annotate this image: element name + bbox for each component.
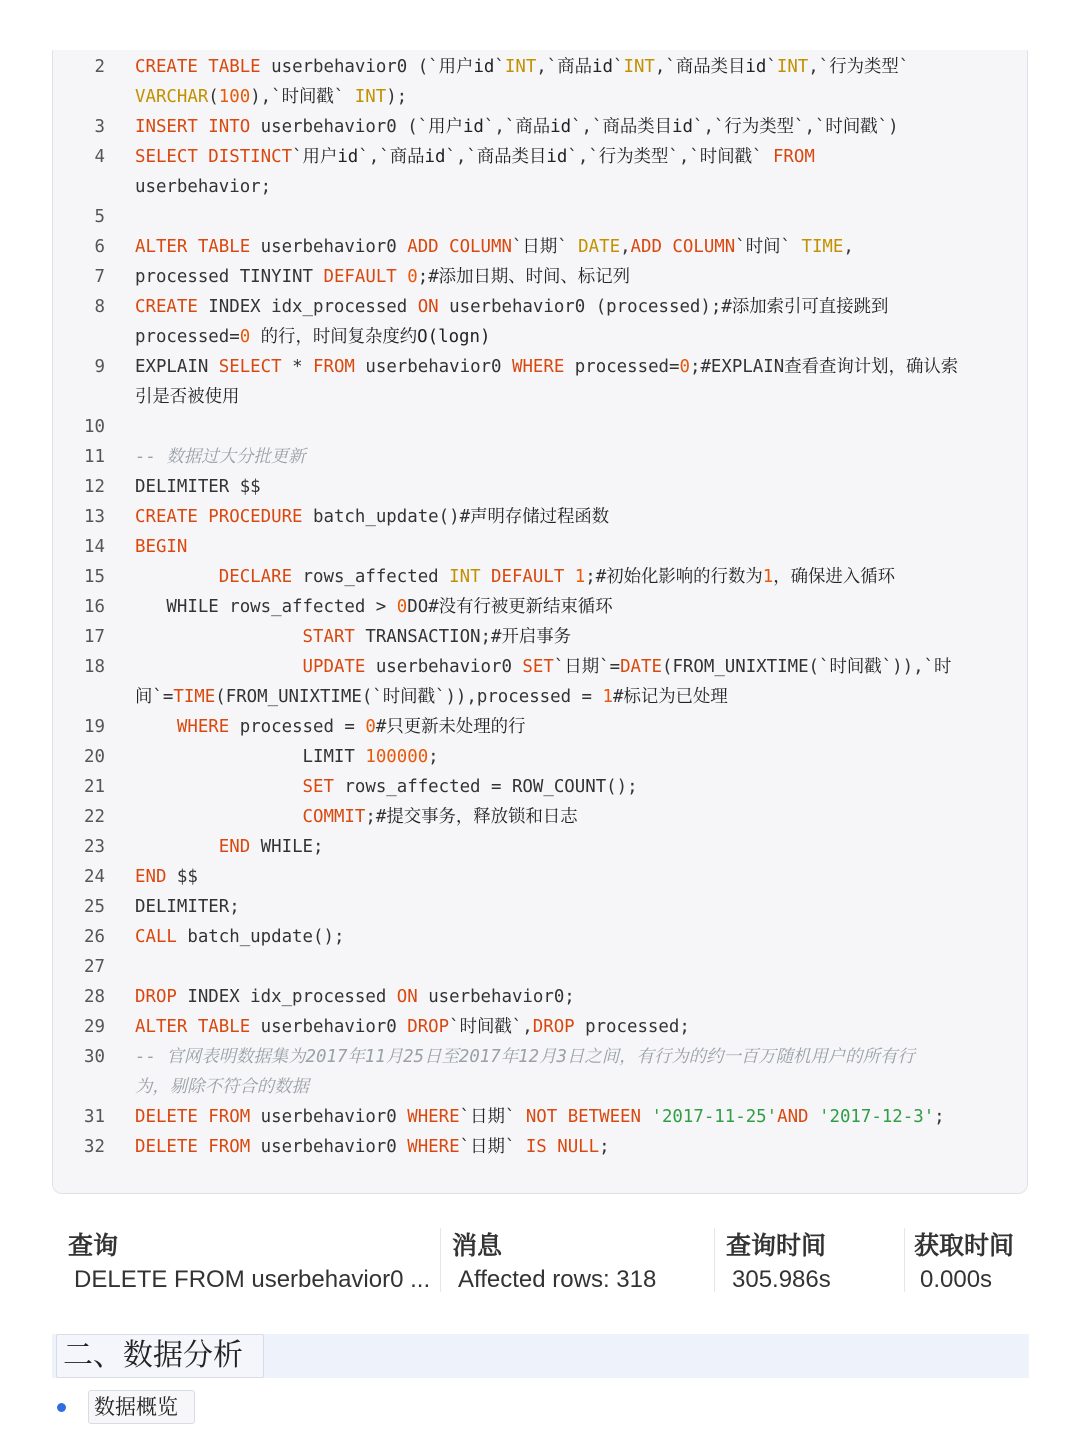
code-token: NOT BETWEEN: [525, 1107, 652, 1127]
code-token: -- 官网表明数据集为2017年11月25日至2017年12月3日之间，有行为的约一百万随机用户的所有行: [135, 1047, 915, 1067]
code-token: LIMIT: [135, 747, 366, 767]
code-token: DELIMITER;: [135, 897, 240, 917]
code-token: 0: [239, 327, 251, 347]
code-token: 0: [365, 717, 376, 737]
cell-query-time: 305.986s: [732, 1266, 831, 1293]
line-number: 25: [84, 897, 105, 917]
code-token: userbehavior0: [375, 657, 523, 677]
line-number: 14: [84, 537, 105, 557]
line-number: 13: [84, 507, 105, 527]
line-number: 8: [94, 297, 105, 317]
code-token: SET: [302, 777, 345, 797]
code-token: batch_update()#: [313, 507, 471, 527]
code-token: ;#: [417, 267, 439, 287]
line-number: 10: [84, 417, 105, 437]
header-query: 查询: [68, 1232, 119, 1260]
code-token: processed;: [585, 1017, 690, 1037]
code-token: ON: [417, 297, 450, 317]
code-text: [135, 862, 198, 892]
code-token: INT: [449, 567, 492, 587]
code-token: DELETE FROM: [135, 1107, 261, 1127]
line-number: 24: [84, 867, 105, 887]
column-divider: [714, 1228, 715, 1292]
code-token: ;#EXPLAIN: [689, 357, 785, 377]
code-token: processed=: [574, 357, 680, 377]
line-number: 28: [84, 987, 105, 1007]
code-token: (: [208, 87, 219, 107]
code-token: ，确保进入循环: [773, 567, 895, 587]
line-number: 31: [84, 1107, 105, 1127]
code-token: processed TINYINT: [135, 267, 324, 287]
code-token: userbehavior0: [260, 1017, 408, 1037]
code-token: [135, 777, 303, 797]
code-text: [135, 442, 306, 472]
code-token: 商品类目id: [602, 117, 693, 137]
code-token: );: [386, 87, 408, 107]
code-token: 初始化影响的行数为: [606, 567, 763, 587]
line-number: 27: [84, 957, 105, 977]
code-token: `: [553, 657, 565, 677]
code-text: [135, 802, 578, 832]
code-token: DATE: [578, 237, 621, 257]
code-token: `: [459, 1137, 471, 1157]
code-token: 行为类型: [829, 57, 899, 77]
code-text: [135, 472, 261, 502]
column-divider: [440, 1228, 441, 1292]
code-token: UPDATE: [302, 657, 376, 677]
code-token: 0: [407, 267, 418, 287]
code-token: INT: [354, 87, 387, 107]
code-text: [135, 1102, 945, 1132]
code-token: 1: [574, 567, 586, 587]
code-token: ;: [599, 1137, 610, 1157]
code-token: DROP: [135, 987, 188, 1007]
code-token: WHERE: [176, 717, 240, 737]
code-token: 1: [762, 567, 774, 587]
code-token: 用户id: [428, 117, 484, 137]
code-token: DROP: [532, 1017, 586, 1037]
code-text: [135, 1132, 610, 1162]
code-token: `,`: [567, 147, 599, 167]
code-token: processed =: [239, 717, 366, 737]
code-token: 用户id: [302, 147, 359, 167]
code-token: CALL: [135, 927, 188, 947]
code-token: AND: [777, 1107, 819, 1127]
code-token: DEFAULT: [323, 267, 408, 287]
header-message: 消息: [452, 1232, 503, 1260]
code-token: `: [780, 237, 802, 257]
code-token: #: [375, 717, 387, 737]
code-token: DATE: [620, 657, 662, 677]
line-number: 12: [84, 477, 105, 497]
code-token: 100: [218, 87, 251, 107]
code-token: SET: [522, 657, 554, 677]
code-token: 添加索引可直接跳到: [731, 297, 889, 317]
code-token: #: [612, 687, 624, 707]
code-token: `=: [152, 687, 174, 707]
code-token: WHILE;: [260, 837, 324, 857]
code-token: `=: [599, 657, 621, 677]
code-token: 时间戳: [281, 87, 334, 107]
code-text: [135, 112, 899, 142]
code-token: '2017-12-3': [819, 1107, 935, 1127]
code-token: `)),processed =: [434, 687, 603, 707]
code-text: [135, 352, 958, 382]
code-token: ,: [620, 237, 631, 257]
code-text: [135, 1072, 309, 1102]
line-number: 15: [84, 567, 105, 587]
code-token: userbehavior0 (processed);#: [449, 297, 732, 317]
code-token: FROM: [772, 147, 815, 167]
bullet-icon: [57, 1403, 66, 1412]
line-number: 29: [84, 1017, 105, 1037]
code-text: [135, 892, 240, 922]
code-text: [135, 622, 571, 652]
code-token: `: [735, 237, 746, 257]
line-number: 21: [84, 777, 105, 797]
code-token: `: [504, 1137, 526, 1157]
code-token: DROP: [407, 1017, 450, 1037]
code-text: [135, 82, 407, 112]
code-token: ALTER TABLE: [135, 1017, 261, 1037]
code-token: 时间戳: [829, 657, 882, 677]
code-token: 提交事务，释放锁和日志: [386, 807, 578, 827]
code-token: 只更新未处理的行: [386, 717, 526, 737]
code-token: (FROM_UNIXTIME(`: [661, 657, 830, 677]
code-token: userbehavior0 (`: [260, 117, 429, 137]
code-text: [135, 742, 439, 772]
code-token: ;#: [585, 567, 607, 587]
line-number: 4: [94, 147, 105, 167]
code-token: `: [612, 57, 624, 77]
code-text: [135, 232, 854, 262]
code-text: [135, 532, 187, 562]
header-fetch-time: 获取时间: [914, 1232, 1015, 1260]
code-token: INSERT INTO: [135, 117, 261, 137]
code-token: 时间戳: [459, 1017, 512, 1037]
code-token: 标记为已处理: [623, 687, 728, 707]
code-token: [135, 567, 219, 587]
header-query-time: 查询时间: [726, 1232, 827, 1260]
code-token: 商品类目id: [675, 57, 767, 77]
code-token: userbehavior0: [365, 357, 512, 377]
code-token: WHERE: [511, 357, 575, 377]
code-token: 查看查询计划，确认索: [784, 357, 959, 377]
query-result-table: [56, 1222, 1026, 1300]
code-token: batch_update();: [187, 927, 345, 947]
code-token: 行为类型: [724, 117, 794, 137]
code-token: `,`: [483, 117, 516, 137]
code-text: [135, 1012, 690, 1042]
code-text: [135, 682, 728, 712]
code-token: END: [135, 867, 177, 887]
code-token: 0: [679, 357, 690, 377]
code-token: 时间: [745, 237, 781, 257]
code-token: WHERE: [407, 1137, 460, 1157]
column-divider: [904, 1228, 905, 1292]
code-token: 时间戳: [382, 687, 435, 707]
code-token: 1: [602, 687, 613, 707]
line-number: 30: [84, 1047, 105, 1067]
code-token: rows_affected: [302, 567, 450, 587]
code-token: END: [218, 837, 261, 857]
code-token: FROM: [313, 357, 366, 377]
code-token: ALTER TABLE: [135, 237, 261, 257]
code-text: [135, 1042, 915, 1072]
code-token: [135, 717, 177, 737]
code-token: `,`: [358, 147, 390, 167]
code-token: INDEX idx_processed: [187, 987, 397, 1007]
code-token: '2017-11-25': [651, 1107, 778, 1127]
line-number: 3: [94, 117, 105, 137]
line-number: 16: [84, 597, 105, 617]
code-token: 商品id: [557, 57, 613, 77]
code-token: ADD COLUMN: [630, 237, 736, 257]
code-token: 时间戳: [699, 147, 752, 167]
code-token: START: [302, 627, 366, 647]
line-number: 17: [84, 627, 105, 647]
code-token: rows_affected = ROW_COUNT();: [344, 777, 638, 797]
code-token: `): [877, 117, 899, 137]
code-token: `,`: [445, 147, 477, 167]
code-token: DEFAULT: [491, 567, 575, 587]
code-token: INDEX idx_processed: [208, 297, 418, 317]
code-token: `: [459, 1107, 471, 1127]
code-token: ,`: [654, 57, 676, 77]
code-text: [135, 652, 951, 682]
code-token: TRANSACTION;#: [365, 627, 502, 647]
code-token: `: [766, 57, 777, 77]
code-token: userbehavior0: [260, 1137, 408, 1157]
code-block: [52, 50, 1028, 1194]
cell-message: Affected rows: 318: [458, 1266, 657, 1293]
code-token: $$: [176, 867, 198, 887]
code-token: 间: [135, 687, 153, 707]
code-token: `: [511, 237, 523, 257]
code-token: *: [292, 357, 314, 377]
code-token: 时间戳: [825, 117, 878, 137]
code-text: [135, 502, 609, 532]
code-token: 日期: [470, 1137, 505, 1157]
code-token: TIME: [173, 687, 216, 707]
code-token: 0: [396, 597, 408, 617]
line-number: 23: [84, 837, 105, 857]
line-number: 6: [94, 237, 105, 257]
code-token: `: [449, 1017, 460, 1037]
code-text: [135, 172, 271, 202]
section-title: 二、数据分析: [56, 1334, 264, 1378]
code-token: userbehavior0 (`: [271, 57, 439, 77]
line-number: 5: [94, 207, 105, 227]
code-text: [135, 832, 323, 862]
code-token: [135, 657, 303, 677]
code-token: `: [494, 57, 505, 77]
code-token: ,: [843, 237, 854, 257]
code-token: ),`: [250, 87, 282, 107]
code-text: [135, 52, 909, 82]
code-text: [135, 772, 638, 802]
code-token: EXPLAIN: [135, 357, 219, 377]
code-token: ;: [428, 747, 439, 767]
code-token: CREATE TABLE: [135, 57, 272, 77]
code-token: (FROM_UNIXTIME(`: [215, 687, 383, 707]
cell-query: DELETE FROM userbehavior0 ...: [74, 1266, 431, 1293]
code-token: 商品id: [389, 147, 446, 167]
code-token: WHILE rows_affected >: [135, 597, 397, 617]
code-text: [135, 382, 239, 412]
code-text: [135, 322, 490, 352]
code-token: 用户id: [438, 57, 495, 77]
code-token: DO#: [407, 597, 439, 617]
code-text: [135, 562, 895, 592]
code-token: WHERE: [407, 1107, 460, 1127]
code-text: [135, 592, 613, 622]
code-token: 商品id: [515, 117, 572, 137]
code-token: 日期: [470, 1107, 505, 1127]
line-number: 32: [84, 1137, 105, 1157]
code-token: 开启事务: [501, 627, 572, 647]
code-text: [135, 142, 815, 172]
code-token: DELETE FROM: [135, 1137, 261, 1157]
code-text: [135, 262, 630, 292]
code-token: ADD COLUMN: [407, 237, 512, 257]
code-token: INT: [776, 57, 809, 77]
code-token: `,: [511, 1017, 533, 1037]
code-token: userbehavior0;: [428, 987, 575, 1007]
line-number: 2: [94, 57, 105, 77]
code-token: VARCHAR: [135, 87, 209, 107]
code-token: `: [898, 57, 910, 77]
code-token: `: [557, 237, 579, 257]
code-token: `,`: [571, 117, 603, 137]
code-token: COMMIT: [302, 807, 366, 827]
line-number: 11: [84, 447, 105, 467]
code-token: `,`: [668, 147, 700, 167]
cell-fetch-time: 0.000s: [920, 1266, 993, 1293]
code-token: ;#: [365, 807, 387, 827]
line-number: 7: [94, 267, 105, 287]
code-token: ON: [396, 987, 429, 1007]
code-token: 时: [934, 657, 952, 677]
section-heading-bar: [52, 1334, 1029, 1378]
code-token: ,`: [536, 57, 558, 77]
code-token: userbehavior0: [260, 1107, 408, 1127]
code-token: CREATE: [135, 297, 209, 317]
code-token: BEGIN: [135, 537, 188, 557]
bullet-item-label: 数据概览: [88, 1390, 195, 1424]
code-text: [135, 712, 525, 742]
code-token: 为，剔除不符合的数据: [135, 1077, 309, 1097]
code-token: 的行，时间复杂度约O(logn): [250, 327, 491, 347]
code-token: `,`: [794, 117, 826, 137]
code-token: INT: [504, 57, 537, 77]
line-number: 26: [84, 927, 105, 947]
code-token: ;: [934, 1107, 945, 1127]
code-token: `: [751, 147, 773, 167]
line-number: 19: [84, 717, 105, 737]
code-token: [135, 807, 303, 827]
code-token: SELECT DISTINCT: [135, 147, 293, 167]
code-token: 行为类型: [598, 147, 669, 167]
code-token: CREATE PROCEDURE: [135, 507, 313, 527]
code-token: INT: [623, 57, 655, 77]
code-token: `)),`: [881, 657, 935, 677]
line-number: 20: [84, 747, 105, 767]
line-number: 9: [94, 357, 105, 377]
code-text: [135, 292, 888, 322]
code-token: 添加日期、时间、标记列: [438, 267, 630, 287]
code-token: SELECT: [218, 357, 293, 377]
code-token: ,`: [808, 57, 830, 77]
code-token: DECLARE: [218, 567, 303, 587]
code-token: 日期: [522, 237, 558, 257]
code-token: DELIMITER $$: [135, 477, 261, 497]
code-token: 声明存储过程函数: [470, 507, 610, 527]
code-token: userbehavior;: [135, 177, 272, 197]
code-token: `: [333, 87, 355, 107]
code-token: [135, 837, 219, 857]
code-token: `: [292, 147, 303, 167]
line-number: 18: [84, 657, 105, 677]
code-token: 没有行被更新结束循环: [438, 597, 613, 617]
code-token: [135, 627, 303, 647]
code-token: 日期: [564, 657, 600, 677]
code-text: [135, 922, 344, 952]
code-token: IS NULL: [525, 1137, 600, 1157]
code-token: `,`: [693, 117, 725, 137]
code-token: userbehavior0: [260, 237, 408, 257]
code-text: [135, 982, 575, 1012]
code-token: TIME: [801, 237, 844, 257]
code-token: `: [504, 1107, 526, 1127]
code-token: processed=: [135, 327, 240, 347]
code-token: -- 数据过大分批更新: [135, 447, 306, 467]
code-token: 商品类目id: [476, 147, 568, 167]
line-number: 22: [84, 807, 105, 827]
code-token: 引是否被使用: [135, 387, 240, 407]
code-token: 100000: [365, 747, 429, 767]
